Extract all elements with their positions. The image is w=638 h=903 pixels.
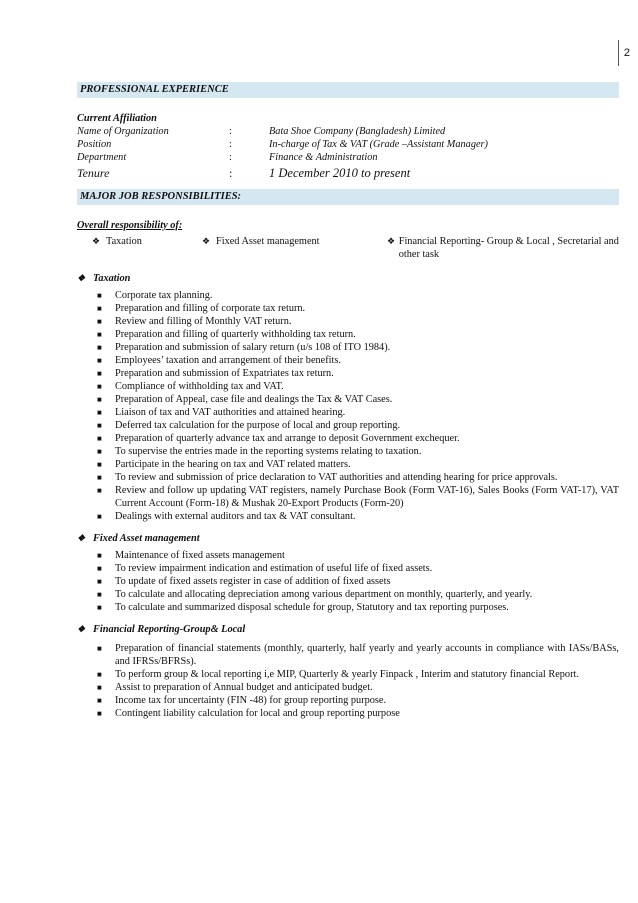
- resume-content: [77, 82, 619, 720]
- affiliation-key: Tenure: [77, 166, 110, 180]
- affiliation-row: [77, 125, 619, 138]
- list-item: ■ Liaison of tax and VAT authorities and attained hearing.: [97, 407, 346, 418]
- square-bullet-icon: ■: [97, 696, 102, 705]
- square-bullet-icon: ■: [97, 434, 102, 443]
- square-bullet-icon: ■: [97, 447, 102, 456]
- list-item: ■ Income tax for uncertainty (FIN -48) for group reporting purpose.: [97, 695, 387, 706]
- list-item: ■ Preparation of Appeal, case file and dealings the Tax & VAT Cases.: [97, 394, 393, 405]
- square-bullet-icon: ■: [97, 603, 102, 612]
- diamond-bullet-icon: ❖: [77, 533, 86, 543]
- list-item: ■ Preparation and filling of corporate tax return.: [97, 303, 306, 314]
- current-affiliation-title: Current Affiliation: [77, 113, 157, 124]
- list-item: ■ Compliance of withholding tax and VAT.: [97, 381, 284, 392]
- square-bullet-icon: ■: [97, 330, 102, 339]
- square-bullet-icon: ■: [97, 304, 102, 313]
- bullet-list: [77, 549, 619, 614]
- affiliation-value: In-charge of Tax & VAT (Grade –Assistant Manager): [269, 139, 488, 150]
- affiliation-key: Position: [77, 139, 112, 150]
- list-item: ■ Dealings with external auditors and tax & VAT consultant.: [97, 511, 356, 522]
- list-item: ■ Corporate tax planning.: [97, 290, 213, 301]
- area-taxation: ❖ Taxation: [92, 235, 202, 261]
- list-item: ■ To review impairment indication and estimation of useful life of fixed assets.: [97, 563, 433, 574]
- affiliation-row: [77, 165, 619, 181]
- bullet-list: [77, 642, 619, 720]
- affiliation-colon: :: [229, 166, 233, 180]
- affiliation-details: [77, 125, 619, 181]
- list-item: ■ To review and submission of price declaration to VAT authorities and attending hearing for price approvals.: [97, 472, 558, 483]
- list-item: ■ Employees’ taxation and arrangement of their benefits.: [97, 355, 341, 366]
- diamond-bullet-icon: ❖: [77, 624, 86, 634]
- square-bullet-icon: ■: [97, 343, 102, 352]
- section-title: ❖ Financial Reporting-Group& Local: [77, 624, 246, 635]
- list-item: ■ Preparation of quarterly advance tax and arrange to deposit Government exchequer.: [97, 433, 460, 444]
- affiliation-colon: :: [229, 152, 232, 163]
- list-item: ■ Review and follow up updating VAT registers, namely Purchase Book (Form VAT-16), Sales Books (Form VAT-17), VAT Current Account (Form-18) & Mushak 20-Export Products (Form-20): [97, 485, 619, 509]
- affiliation-value: Bata Shoe Company (Bangladesh) Limited: [269, 126, 446, 137]
- list-item: ■ To perform group & local reporting i,e MIP, Quarterly & yearly Finpack , Interim and statutory financial Report.: [97, 669, 579, 680]
- square-bullet-icon: ■: [97, 683, 102, 692]
- square-bullet-icon: ■: [97, 395, 102, 404]
- square-bullet-icon: ■: [97, 551, 102, 560]
- diamond-bullet-icon: ❖: [92, 236, 101, 246]
- list-item: ■ To update of fixed assets register in case of addition of fixed assets: [97, 576, 391, 587]
- area-fixed-asset: ❖ Fixed Asset management: [202, 235, 387, 261]
- square-bullet-icon: ■: [97, 382, 102, 391]
- affiliation-key: Name of Organization: [77, 126, 169, 137]
- square-bullet-icon: ■: [97, 590, 102, 599]
- affiliation-key: Department: [77, 152, 127, 163]
- responsibility-sections: [77, 272, 619, 720]
- affiliation-colon: :: [229, 126, 232, 137]
- affiliation-colon: :: [229, 139, 232, 150]
- area-financial-reporting: ❖ Financial Reporting- Group & Local , Secretarial and other task: [387, 236, 619, 260]
- square-bullet-icon: ■: [97, 369, 102, 378]
- list-item: ■ To calculate and allocating depreciation among various department on monthly, quarterly, and yearly.: [97, 589, 533, 600]
- square-bullet-icon: ■: [97, 317, 102, 326]
- square-bullet-icon: ■: [97, 670, 102, 679]
- square-bullet-icon: ■: [97, 564, 102, 573]
- section-header-major-job: MAJOR JOB RESPONSIBILITIES:: [77, 189, 619, 205]
- list-item: ■ Contingent liability calculation for local and group reporting purpose: [97, 708, 400, 719]
- square-bullet-icon: ■: [97, 709, 102, 718]
- page-number: 2: [618, 40, 630, 66]
- bullet-list: [77, 289, 619, 523]
- diamond-bullet-icon: ❖: [387, 236, 396, 246]
- square-bullet-icon: ■: [97, 421, 102, 430]
- square-bullet-icon: ■: [97, 356, 102, 365]
- overall-responsibility-title: Overall responsibility of:: [77, 220, 183, 231]
- list-item: ■ Preparation and submission of salary return (u/s 108 of ITO 1984).: [97, 342, 391, 353]
- affiliation-value: Finance & Administration: [269, 152, 378, 163]
- section-title: ❖ Taxation: [77, 273, 131, 284]
- affiliation-row: [77, 138, 619, 151]
- square-bullet-icon: ■: [97, 460, 102, 469]
- square-bullet-icon: ■: [97, 473, 102, 482]
- section-header-professional-experience: PROFESSIONAL EXPERIENCE: [77, 82, 619, 98]
- square-bullet-icon: ■: [97, 512, 102, 521]
- list-item: ■ Preparation and submission of Expatriates tax return.: [97, 368, 334, 379]
- square-bullet-icon: ■: [97, 577, 102, 586]
- affiliation-row: [77, 151, 619, 164]
- diamond-bullet-icon: ❖: [77, 273, 86, 283]
- list-item: ■ Deferred tax calculation for the purpose of local and group reporting.: [97, 420, 401, 431]
- list-item: ■ Review and filling of Monthly VAT return.: [97, 316, 292, 327]
- list-item: ■ Preparation and filling of quarterly withholding tax return.: [97, 329, 356, 340]
- list-item: ■ Preparation of financial statements (monthly, quarterly, half yearly and yearly accounts in compliance with IASs/BASs, and IFRSs/BFRSs).: [97, 643, 619, 667]
- responsibility-areas: [77, 235, 619, 261]
- list-item: ■ Participate in the hearing on tax and VAT related matters.: [97, 459, 351, 470]
- section-title: ❖ Fixed Asset management: [77, 533, 200, 544]
- list-item: ■ To calculate and summarized disposal schedule for group, Statutory and tax reporting purposes.: [97, 602, 509, 613]
- affiliation-value: 1 December 2010 to present: [269, 166, 411, 180]
- diamond-bullet-icon: ❖: [202, 236, 211, 246]
- square-bullet-icon: ■: [97, 291, 102, 300]
- square-bullet-icon: ■: [97, 644, 102, 653]
- square-bullet-icon: ■: [97, 486, 102, 495]
- list-item: ■ To supervise the entries made in the reporting systems relating to taxation.: [97, 446, 422, 457]
- list-item: ■ Assist to preparation of Annual budget and anticipated budget.: [97, 682, 373, 693]
- list-item: ■ Maintenance of fixed assets management: [97, 550, 285, 561]
- square-bullet-icon: ■: [97, 408, 102, 417]
